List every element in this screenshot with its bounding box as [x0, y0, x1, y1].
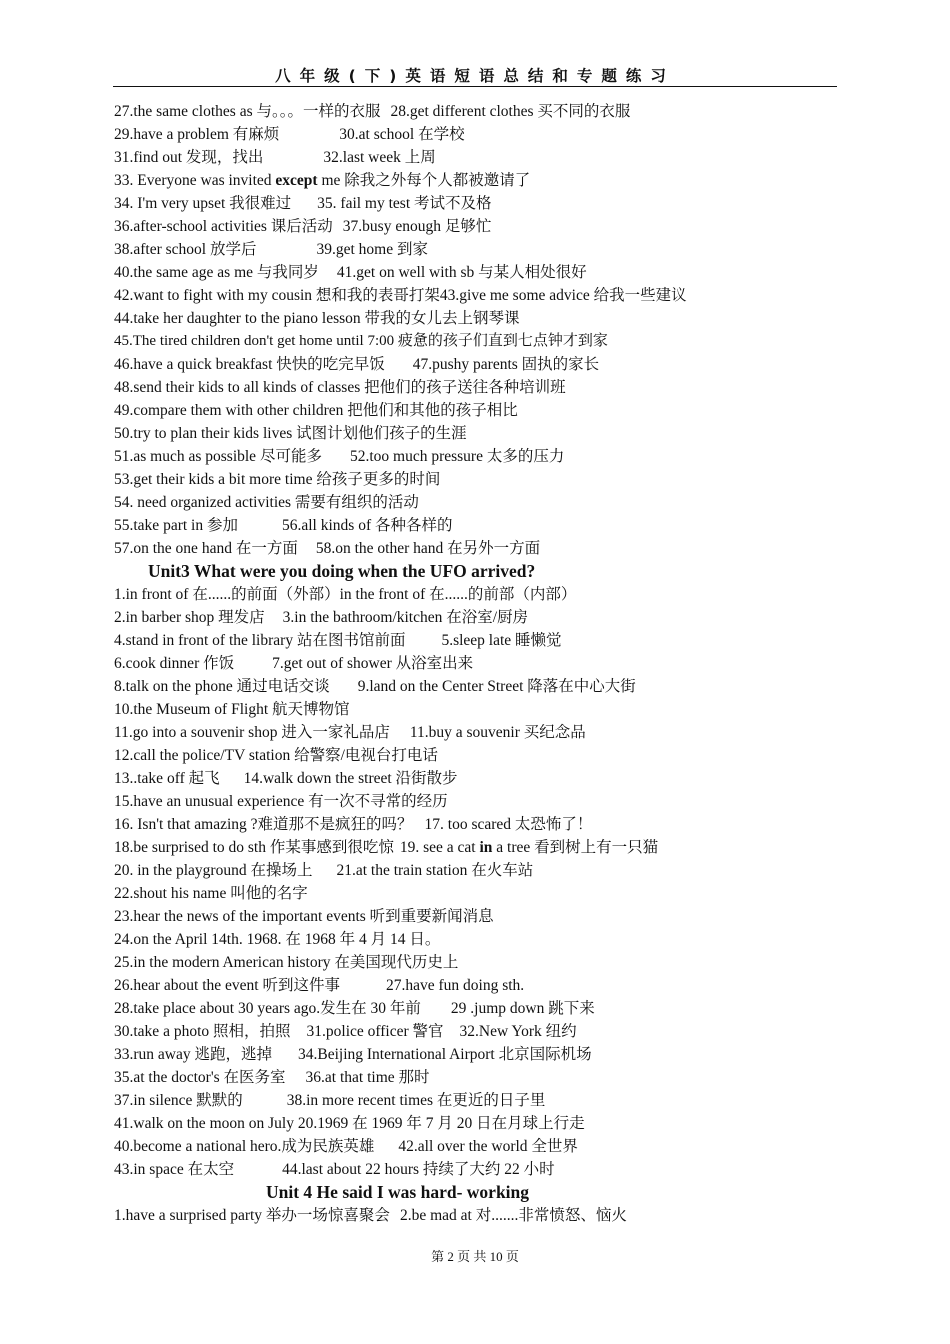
emphasis-word: except: [275, 172, 318, 189]
phrase-entry: 35.at the doctor's 在医务室: [114, 1069, 286, 1086]
phrase-entry: 48.send their kids to all kinds of classes 把他们的孩子送往各种培训班: [114, 379, 566, 396]
phrase-entry: 1.have a surprised party 举办一场惊喜聚会: [114, 1207, 390, 1224]
phrase-line: [114, 698, 854, 721]
phrase-entry: 56.all kinds of 各种各样的: [281, 517, 453, 534]
phrase-line: [114, 100, 854, 123]
phrase-entry: 57.on the one hand 在一方面: [114, 540, 298, 557]
phrase-line: [114, 905, 854, 928]
phrase-entry: 14.walk down the street 沿街散步: [243, 770, 458, 787]
phrase-entry: 17. too scared 太恐怖了！: [424, 816, 593, 833]
phrase-line: [114, 652, 854, 675]
phrase-entry: 32.last week 上周: [323, 149, 436, 166]
phrase-entry: 24.on the April 14th. 1968. 在 1968 年 4 月 14 日。: [114, 931, 441, 948]
phrase-line: [114, 928, 854, 951]
phrase-entry: 29.have a problem 有麻烦: [114, 126, 280, 143]
phrase-entry: 41.walk on the moon on July 20.1969 在 1969 年 7 月 20 日在月球上行走: [114, 1115, 585, 1132]
page-footer: 第 2 页 共 10 页: [431, 1249, 519, 1264]
phrase-entry: 39.get home 到家: [316, 241, 428, 258]
phrase-line: [114, 1112, 854, 1135]
phrase-line: [114, 583, 854, 606]
phrase-line: [114, 951, 854, 974]
phrase-entry: 31.find out 发现，找出: [114, 149, 264, 166]
emphasis-word: in: [479, 839, 493, 856]
phrase-line: [114, 859, 854, 882]
phrase-entry: 28.get different clothes 买不同的衣服: [390, 103, 631, 120]
phrase-entry: 4.stand in front of the library 站在图书馆前面: [114, 632, 406, 649]
phrase-entry: 25.in the modern American history 在美国现代历史上: [114, 954, 459, 971]
phrase-entry: 21.at the train station 在火车站: [336, 862, 534, 879]
phrase-entry: 1.in front of 在......的前面（外部）in the front of 在......的前部（内部）: [114, 586, 577, 603]
unit4-heading: Unit 4 He said I was hard- working: [266, 1182, 530, 1202]
phrase-line: [114, 537, 854, 560]
phrase-entry: 53.get their kids a bit more time 给孩子更多的时间: [114, 471, 441, 488]
phrase-entry: 29 .jump down 跳下来: [450, 1000, 595, 1017]
phrase-entry: 7.get out of shower 从浴室出来: [272, 655, 474, 672]
phrase-entry: 30.at school 在学校: [339, 126, 465, 143]
phrase-entry: 38.in more recent times 在更近的日子里: [286, 1092, 546, 1109]
phrase-section-unit2: [114, 100, 854, 560]
phrase-line: [114, 790, 854, 813]
phrase-line: [114, 767, 854, 790]
phrase-line: [114, 836, 854, 859]
phrase-line: [114, 192, 854, 215]
phrase-line: [114, 445, 854, 468]
phrase-line: [114, 307, 854, 330]
phrase-entry: 45.The tired children don't get home until 7:00 疲惫的孩子们直到七点钟才到家: [114, 333, 608, 349]
phrase-line: [114, 997, 854, 1020]
phrase-entry: 34. I'm very upset 我很难过: [114, 195, 292, 212]
phrase-line: [114, 514, 854, 537]
phrase-section-unit4: [114, 1204, 854, 1227]
phrase-line: [114, 675, 854, 698]
phrase-entry: 35. fail my test 考试不及格: [317, 195, 492, 212]
phrase-entry: 44.last about 22 hours 持续了大约 22 小时: [282, 1161, 555, 1178]
phrase-line: [114, 376, 854, 399]
phrase-entry: 9.land on the Center Street 降落在中心大街: [357, 678, 636, 695]
phrase-entry: 37.busy enough 足够忙: [342, 218, 492, 235]
phrase-entry: 23.hear the news of the important events 听到重要新闻消息: [114, 908, 494, 925]
phrase-line: [114, 813, 854, 836]
phrase-line: [114, 491, 854, 514]
phrase-entry: 40.become a national hero.成为民族英雄: [114, 1138, 375, 1155]
phrase-line: [114, 353, 854, 376]
phrase-line: [114, 606, 854, 629]
phrase-entry: 2.be mad at 对.......非常愤怒、恼火: [399, 1207, 627, 1224]
phrase-line: [114, 330, 854, 353]
phrase-entry: 55.take part in 参加: [114, 517, 238, 534]
page-header-title: 八年级(下)英语短语总结和专题练习: [275, 67, 675, 85]
phrase-entry: 52.too much pressure 太多的压力: [349, 448, 565, 465]
phrase-entry: 28.take place about 30 years ago.发生在 30 年前: [114, 1000, 421, 1017]
phrase-entry: 31.police officer 警官: [306, 1023, 444, 1040]
phrase-entry: 47.pushy parents 固执的家长: [412, 356, 600, 373]
phrase-entry: 32.New York 纽约: [459, 1023, 577, 1040]
phrase-entry: 33. Everyone was invited except me 除我之外每个人都被邀请了: [114, 172, 531, 189]
phrase-entry: 36.after-school activities 课后活动: [114, 218, 333, 235]
phrase-line: [114, 882, 854, 905]
phrase-line: [114, 1135, 854, 1158]
phrase-entry: 8.talk on the phone 通过电话交谈: [114, 678, 330, 695]
phrase-entry: 2.in barber shop 理发店: [114, 609, 265, 626]
phrase-entry: 58.on the other hand 在另外一方面: [315, 540, 541, 557]
phrase-line: [114, 284, 854, 307]
phrase-entry: 18.be surprised to do sth 作某事感到很吃惊: [114, 839, 394, 856]
phrase-entry: 22.shout his name 叫他的名字: [114, 885, 308, 902]
phrase-entry: 38.after school 放学后: [114, 241, 257, 258]
phrase-entry: 20. in the playground 在操场上: [114, 862, 313, 879]
phrase-entry: 10.the Museum of Flight 航天博物馆: [114, 701, 350, 718]
phrase-section-unit3: [114, 583, 854, 1181]
phrase-entry: 16. Isn't that amazing ?难道那不是疯狂的吗？: [114, 816, 413, 833]
phrase-list: [114, 100, 854, 1227]
phrase-entry: 51.as much as possible 尽可能多: [114, 448, 322, 465]
phrase-line: [114, 974, 854, 997]
phrase-entry: 40.the same age as me 与我同岁: [114, 264, 319, 281]
phrase-entry: 11.buy a souvenir 买纪念品: [409, 724, 586, 741]
phrase-line: [114, 261, 854, 284]
phrase-entry: 42.all over the world 全世界: [398, 1138, 578, 1155]
phrase-entry: 42.want to fight with my cousin 想和我的表哥打架: [114, 287, 440, 304]
phrase-line: [114, 422, 854, 445]
phrase-entry: 46.have a quick breakfast 快快的吃完早饭: [114, 356, 385, 373]
phrase-entry: 37.in silence 默默的: [114, 1092, 243, 1109]
phrase-line: [114, 629, 854, 652]
phrase-line: [114, 123, 854, 146]
phrase-entry: 27.the same clothes as 与。。。一样的衣服: [114, 103, 381, 120]
phrase-line: [114, 169, 854, 192]
phrase-entry: 54. need organized activities 需要有组织的活动: [114, 494, 419, 511]
header-divider: [113, 86, 837, 87]
phrase-entry: 50.try to plan their kids lives 试图计划他们孩子的生涯: [114, 425, 467, 442]
phrase-entry: 6.cook dinner 作饭: [114, 655, 235, 672]
phrase-entry: 41.get on well with sb 与某人相处很好: [336, 264, 587, 281]
phrase-entry: 19. see a cat in a tree 看到树上有一只猫: [399, 839, 659, 856]
phrase-entry: 27.have fun doing sth.: [385, 977, 525, 994]
phrase-entry: 43.give me some advice 给我一些建议: [439, 287, 687, 304]
unit3-heading: Unit3 What were you doing when the UFO arrived?: [148, 561, 536, 581]
phrase-line: [114, 1020, 854, 1043]
phrase-entry: 13..take off 起飞: [114, 770, 220, 787]
phrase-line: [114, 215, 854, 238]
phrase-entry: 5.sleep late 睡懒觉: [441, 632, 562, 649]
phrase-line: [114, 1204, 854, 1227]
phrase-entry: 43.in space 在太空: [114, 1161, 235, 1178]
phrase-line: [114, 468, 854, 491]
phrase-line: [114, 399, 854, 422]
phrase-entry: 30.take a photo 照相，拍照: [114, 1023, 291, 1040]
phrase-line: [114, 744, 854, 767]
phrase-entry: 3.in the bathroom/kitchen 在浴室/厨房: [282, 609, 529, 626]
phrase-entry: 15.have an unusual experience 有一次不寻常的经历: [114, 793, 448, 810]
phrase-line: [114, 1043, 854, 1066]
phrase-line: [114, 146, 854, 169]
phrase-entry: 12.call the police/TV station 给警察/电视台打电话: [114, 747, 438, 764]
phrase-entry: 26.hear about the event 听到这件事: [114, 977, 340, 994]
phrase-line: [114, 238, 854, 261]
phrase-line: [114, 1066, 854, 1089]
phrase-entry: 44.take her daughter to the piano lesson 带我的女儿去上钢琴课: [114, 310, 520, 327]
phrase-entry: 36.at that time 那时: [305, 1069, 430, 1086]
phrase-entry: 34.Beijing International Airport 北京国际机场: [298, 1046, 592, 1063]
phrase-line: [114, 721, 854, 744]
phrase-entry: 33.run away 逃跑，逃掉: [114, 1046, 272, 1063]
phrase-entry: 49.compare them with other children 把他们和其他的孩子相比: [114, 402, 518, 419]
phrase-line: [114, 1089, 854, 1112]
phrase-entry: 11.go into a souvenir shop 进入一家礼品店: [114, 724, 390, 741]
phrase-line: [114, 1158, 854, 1181]
